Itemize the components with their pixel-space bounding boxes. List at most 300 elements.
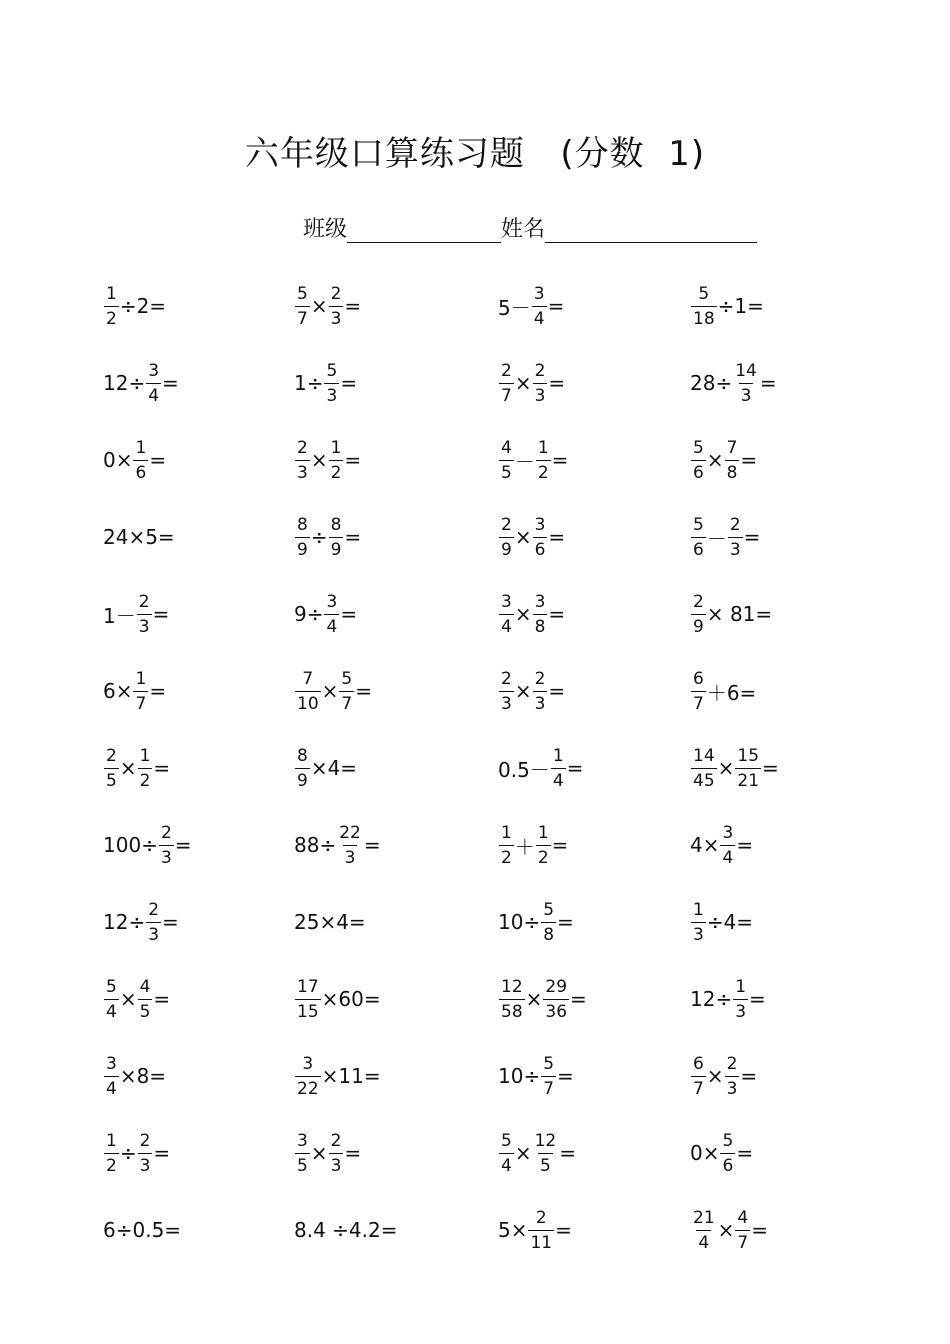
expression-text: × [706, 448, 724, 472]
fraction [691, 592, 706, 637]
expression-text: = [743, 525, 761, 549]
problem-item [690, 1200, 768, 1260]
expression-text: ×4= [310, 756, 358, 780]
fraction [295, 669, 321, 714]
problem-item [690, 969, 766, 1029]
expression-text: 88÷ [294, 833, 337, 857]
denominator: 3 [329, 1153, 344, 1176]
problem-item [103, 430, 166, 490]
numerator: 15 [737, 745, 760, 766]
denominator: 4 [551, 768, 566, 791]
numerator: 22 [339, 822, 361, 843]
numerator: 1 [552, 745, 564, 766]
fraction [329, 1131, 344, 1176]
denominator: 6 [691, 537, 706, 560]
numerator: 1 [693, 899, 704, 920]
expression-text: ×11= [321, 1064, 381, 1088]
expression-text: × [514, 525, 532, 549]
fraction [499, 515, 514, 560]
problem-item [103, 584, 169, 644]
problem-item [103, 969, 170, 1029]
fraction [728, 515, 743, 560]
expression-text: ÷1= [717, 294, 764, 318]
fraction [146, 361, 161, 406]
numerator: 2 [535, 1207, 547, 1228]
expression-text: = [344, 1141, 362, 1165]
problem-item [294, 815, 381, 875]
denominator: 7 [691, 1076, 706, 1099]
expression-text: × [119, 987, 137, 1011]
problem-item [498, 276, 564, 336]
problem-item [294, 969, 381, 1029]
fraction [138, 977, 153, 1022]
expression-text: = [740, 448, 758, 472]
denominator: 4 [720, 845, 735, 868]
numerator: 2 [139, 1130, 151, 1151]
expression-text: = [762, 756, 779, 780]
denominator: 3 [137, 614, 152, 637]
expression-text: 6÷0.5= [103, 1218, 182, 1242]
expression-text: 12÷ [103, 910, 146, 934]
expression-text: = [559, 1141, 576, 1165]
numerator: 5 [693, 437, 704, 458]
expression-text: 10÷ [498, 910, 541, 934]
denominator: 3 [138, 1153, 153, 1176]
fraction [691, 669, 706, 714]
numerator: 14 [693, 745, 715, 766]
expression-text: = [736, 833, 754, 857]
expression-text: = [548, 679, 566, 703]
expression-text: 25×4= [294, 910, 366, 934]
numerator: 2 [534, 360, 546, 381]
denominator: 4 [499, 1153, 514, 1176]
numerator: 3 [722, 822, 734, 843]
expression-text: = [355, 679, 372, 703]
fraction [725, 438, 740, 483]
denominator: 4 [104, 1076, 119, 1099]
denominator: 2 [329, 460, 344, 483]
fraction [543, 977, 569, 1022]
problem-item [294, 1123, 361, 1183]
fraction [533, 515, 548, 560]
fraction [691, 438, 706, 483]
numerator: 3 [106, 1053, 117, 1074]
expression-text: 8.4 ÷4.2= [294, 1218, 398, 1242]
denominator: 45 [691, 768, 717, 791]
denominator: 7 [295, 306, 310, 329]
numerator: 5 [106, 976, 117, 997]
numerator: 17 [297, 976, 319, 997]
fraction [329, 438, 344, 483]
numerator: 5 [543, 899, 555, 920]
denominator: 7 [691, 691, 706, 714]
expression-text: × [310, 1141, 328, 1165]
fraction [691, 1208, 717, 1253]
denominator: 8 [533, 614, 548, 637]
expression-text: = [548, 602, 566, 626]
expression-text: = [551, 833, 569, 857]
problem-item [103, 276, 166, 336]
problem-item [103, 661, 166, 721]
expression-text: × [514, 1141, 532, 1165]
expression-text: ÷2= [119, 294, 167, 318]
fraction [735, 746, 761, 791]
fraction [295, 515, 310, 560]
problem-item [690, 661, 756, 721]
fraction [329, 515, 344, 560]
fraction [295, 746, 310, 791]
expression-text: = [570, 987, 587, 1011]
expression-text: 28÷ [690, 371, 733, 395]
denominator: 5 [138, 999, 153, 1022]
problem-item [103, 1046, 166, 1106]
expression-text: 1÷ [294, 371, 324, 395]
problem-item [498, 738, 583, 798]
name-blank[interactable] [545, 214, 757, 243]
problem-item [103, 1200, 181, 1260]
fraction [339, 669, 354, 714]
numerator: 5 [297, 283, 308, 304]
denominator: 3 [159, 845, 174, 868]
fraction [104, 1054, 119, 1099]
expression-text: = [344, 448, 362, 472]
numerator: 29 [545, 976, 568, 997]
numerator: 2 [330, 1130, 342, 1151]
numerator: 3 [501, 591, 512, 612]
expression-text: × [525, 987, 543, 1011]
expression-text: = [152, 602, 170, 626]
problem-item [690, 430, 757, 490]
expression-text: × [717, 756, 735, 780]
numerator: 1 [537, 822, 549, 843]
numerator: 5 [722, 1130, 734, 1151]
denominator: 5 [499, 460, 514, 483]
expression-text: 0.5－ [498, 757, 550, 782]
expression-text: = [555, 1218, 572, 1242]
numerator: 2 [501, 668, 512, 689]
expression-text: 10÷ [498, 1064, 541, 1088]
problem-item [103, 507, 175, 567]
problem-item [294, 353, 357, 413]
denominator: 3 [295, 460, 310, 483]
fraction [533, 1131, 559, 1176]
denominator: 2 [536, 845, 551, 868]
class-label: 班级 [303, 217, 348, 242]
denominator: 5 [295, 1153, 310, 1176]
denominator: 3 [343, 845, 358, 868]
numerator: 2 [534, 668, 546, 689]
numerator: 2 [160, 822, 172, 843]
expression-text: = [749, 987, 766, 1011]
fraction [499, 592, 514, 637]
expression-text: = [363, 833, 381, 857]
fraction [324, 361, 339, 406]
problem-item [103, 1123, 170, 1183]
problem-item [690, 1046, 757, 1106]
problem-item [690, 738, 779, 798]
expression-text: = [153, 987, 171, 1011]
expression-text: ÷ [119, 1141, 137, 1165]
denominator: 7 [541, 1076, 556, 1099]
denominator: 6 [720, 1153, 735, 1176]
fraction [295, 1054, 321, 1099]
problem-item [498, 815, 568, 875]
denominator: 3 [533, 383, 548, 406]
expression-text: 6× [103, 679, 133, 703]
denominator: 2 [104, 1153, 119, 1176]
problem-item [690, 507, 760, 567]
denominator: 7 [133, 691, 148, 714]
denominator: 3 [533, 691, 548, 714]
fraction [337, 823, 363, 868]
expression-text: = [162, 371, 179, 395]
fraction [551, 746, 566, 791]
problem-item [294, 661, 372, 721]
denominator: 3 [725, 1076, 740, 1099]
problem-item [294, 430, 361, 490]
denominator: 3 [739, 383, 754, 406]
expression-text: 12÷ [103, 371, 146, 395]
denominator: 3 [329, 306, 344, 329]
fraction [104, 977, 119, 1022]
expression-text: × [514, 602, 532, 626]
numerator: 2 [501, 514, 512, 535]
denominator: 7 [499, 383, 514, 406]
numerator: 2 [330, 283, 342, 304]
denominator: 2 [499, 845, 514, 868]
expression-text: = [548, 525, 566, 549]
expression-text: = [153, 756, 171, 780]
problem-item [498, 1046, 574, 1106]
fraction [532, 284, 547, 329]
denominator: 6 [133, 460, 148, 483]
expression-text: = [566, 756, 584, 780]
denominator: 4 [146, 383, 161, 406]
expression-text: = [162, 910, 179, 934]
problem-item [690, 584, 772, 644]
denominator: 4 [499, 614, 514, 637]
problem-item [103, 353, 179, 413]
problem-item [498, 584, 565, 644]
fraction [295, 438, 310, 483]
problem-item [498, 892, 574, 952]
numerator: 2 [148, 899, 160, 920]
numerator: 1 [330, 437, 342, 458]
numerator: 8 [297, 514, 308, 535]
numerator: 4 [737, 1207, 749, 1228]
fraction [691, 284, 717, 329]
fraction [146, 900, 161, 945]
numerator: 5 [341, 668, 353, 689]
expression-text: = [340, 371, 358, 395]
expression-text: = [557, 1064, 574, 1088]
fraction [159, 823, 174, 868]
problem-item [294, 1046, 381, 1106]
denominator: 3 [499, 691, 514, 714]
expression-text: = [557, 910, 574, 934]
denominator: 22 [295, 1076, 321, 1099]
fraction [536, 823, 551, 868]
denominator: 4 [324, 614, 339, 637]
denominator: 9 [295, 768, 310, 791]
denominator: 21 [735, 768, 761, 791]
fraction [528, 1208, 554, 1253]
fraction [499, 669, 514, 714]
fraction [533, 592, 548, 637]
fraction [133, 438, 148, 483]
expression-text: × [119, 756, 137, 780]
expression-text: = [344, 294, 362, 318]
denominator: 2 [104, 306, 119, 329]
numerator: 3 [297, 1130, 308, 1151]
expression-text: = [759, 371, 777, 395]
fraction [533, 669, 548, 714]
numerator: 6 [693, 668, 704, 689]
numerator: 12 [501, 976, 523, 997]
problem-item [498, 969, 587, 1029]
expression-text: 12÷ [690, 987, 733, 1011]
fraction [133, 669, 148, 714]
expression-text: ×8= [119, 1064, 167, 1088]
numerator: 2 [726, 1053, 738, 1074]
problem-item [103, 892, 179, 952]
expression-text: × [310, 294, 328, 318]
fraction [720, 823, 735, 868]
numerator: 3 [533, 283, 545, 304]
fraction [733, 977, 748, 1022]
fraction [691, 515, 706, 560]
numerator: 2 [297, 437, 308, 458]
numerator: 4 [501, 437, 512, 458]
expression-text: ×60= [321, 987, 381, 1011]
fraction [137, 592, 152, 637]
name-label: 姓名 [501, 217, 546, 242]
numerator: 3 [534, 591, 546, 612]
denominator: 2 [536, 460, 551, 483]
problem-item [103, 738, 170, 798]
expression-text: = [751, 1218, 768, 1242]
denominator: 9 [295, 537, 310, 560]
numerator: 8 [330, 514, 342, 535]
expression-text: － [706, 526, 727, 551]
fraction [295, 977, 321, 1022]
expression-text: × 81= [706, 602, 773, 626]
numerator: 7 [302, 668, 314, 689]
expression-text: = [547, 294, 565, 318]
denominator: 9 [691, 614, 706, 637]
numerator: 5 [543, 1053, 555, 1074]
problem-item [498, 1200, 572, 1260]
numerator: 1 [135, 437, 147, 458]
fraction [104, 284, 119, 329]
problem-item [294, 584, 357, 644]
denominator: 5 [538, 1153, 553, 1176]
expression-text: = [340, 602, 358, 626]
denominator: 3 [324, 383, 339, 406]
numerator: 8 [297, 745, 308, 766]
expression-text: ＋6= [706, 680, 757, 705]
denominator: 3 [146, 922, 161, 945]
fraction [691, 746, 717, 791]
problem-item [690, 892, 753, 952]
numerator: 7 [726, 437, 738, 458]
fraction [735, 1208, 750, 1253]
fraction [541, 1054, 556, 1099]
fraction [499, 977, 525, 1022]
numerator: 5 [693, 514, 704, 535]
fraction [691, 900, 706, 945]
expression-text: 24×5= [103, 525, 175, 549]
expression-text: × [321, 679, 339, 703]
fraction [733, 361, 759, 406]
page-title: 六年级口算练习题 (分数 1) [244, 134, 706, 174]
problem-item [690, 1123, 753, 1183]
expression-text: × [310, 448, 328, 472]
problem-item [690, 815, 753, 875]
fraction [138, 1131, 153, 1176]
denominator: 4 [696, 1230, 711, 1253]
numerator: 3 [534, 514, 546, 535]
fraction [725, 1054, 740, 1099]
numerator: 1 [735, 976, 747, 997]
denominator: 5 [104, 768, 119, 791]
expression-text: 0× [690, 1141, 720, 1165]
denominator: 10 [295, 691, 321, 714]
fraction [499, 438, 514, 483]
expression-text: 100÷ [103, 833, 158, 857]
fraction [104, 1131, 119, 1176]
denominator: 58 [499, 999, 525, 1022]
numerator: 1 [106, 1130, 117, 1151]
problem-item [498, 430, 568, 490]
problem-item [498, 507, 565, 567]
expression-text: × [706, 1064, 724, 1088]
denominator: 9 [499, 537, 514, 560]
numerator: 1 [537, 437, 549, 458]
expression-text: = [548, 371, 566, 395]
expression-text: 9÷ [294, 602, 324, 626]
numerator: 1 [139, 745, 151, 766]
numerator: 3 [302, 1053, 314, 1074]
numerator: 1 [135, 668, 147, 689]
problem-item [294, 892, 366, 952]
expression-text: = [551, 448, 569, 472]
expression-text: × [514, 679, 532, 703]
class-blank[interactable] [347, 214, 501, 243]
denominator: 7 [735, 1230, 750, 1253]
expression-text: － [514, 449, 535, 474]
denominator: 36 [543, 999, 569, 1022]
denominator: 6 [533, 537, 548, 560]
problem-item [498, 353, 565, 413]
problem-item [294, 507, 361, 567]
denominator: 3 [691, 922, 706, 945]
problem-item [690, 276, 764, 336]
fraction [295, 1131, 310, 1176]
numerator: 2 [501, 360, 512, 381]
fraction [329, 284, 344, 329]
denominator: 15 [295, 999, 321, 1022]
numerator: 5 [501, 1130, 512, 1151]
numerator: 2 [693, 591, 704, 612]
fraction [499, 823, 514, 868]
denominator: 7 [339, 691, 354, 714]
expression-text: × [514, 371, 532, 395]
numerator: 3 [148, 360, 160, 381]
problem-item [103, 815, 192, 875]
numerator: 21 [693, 1207, 715, 1228]
numerator: 2 [729, 514, 741, 535]
